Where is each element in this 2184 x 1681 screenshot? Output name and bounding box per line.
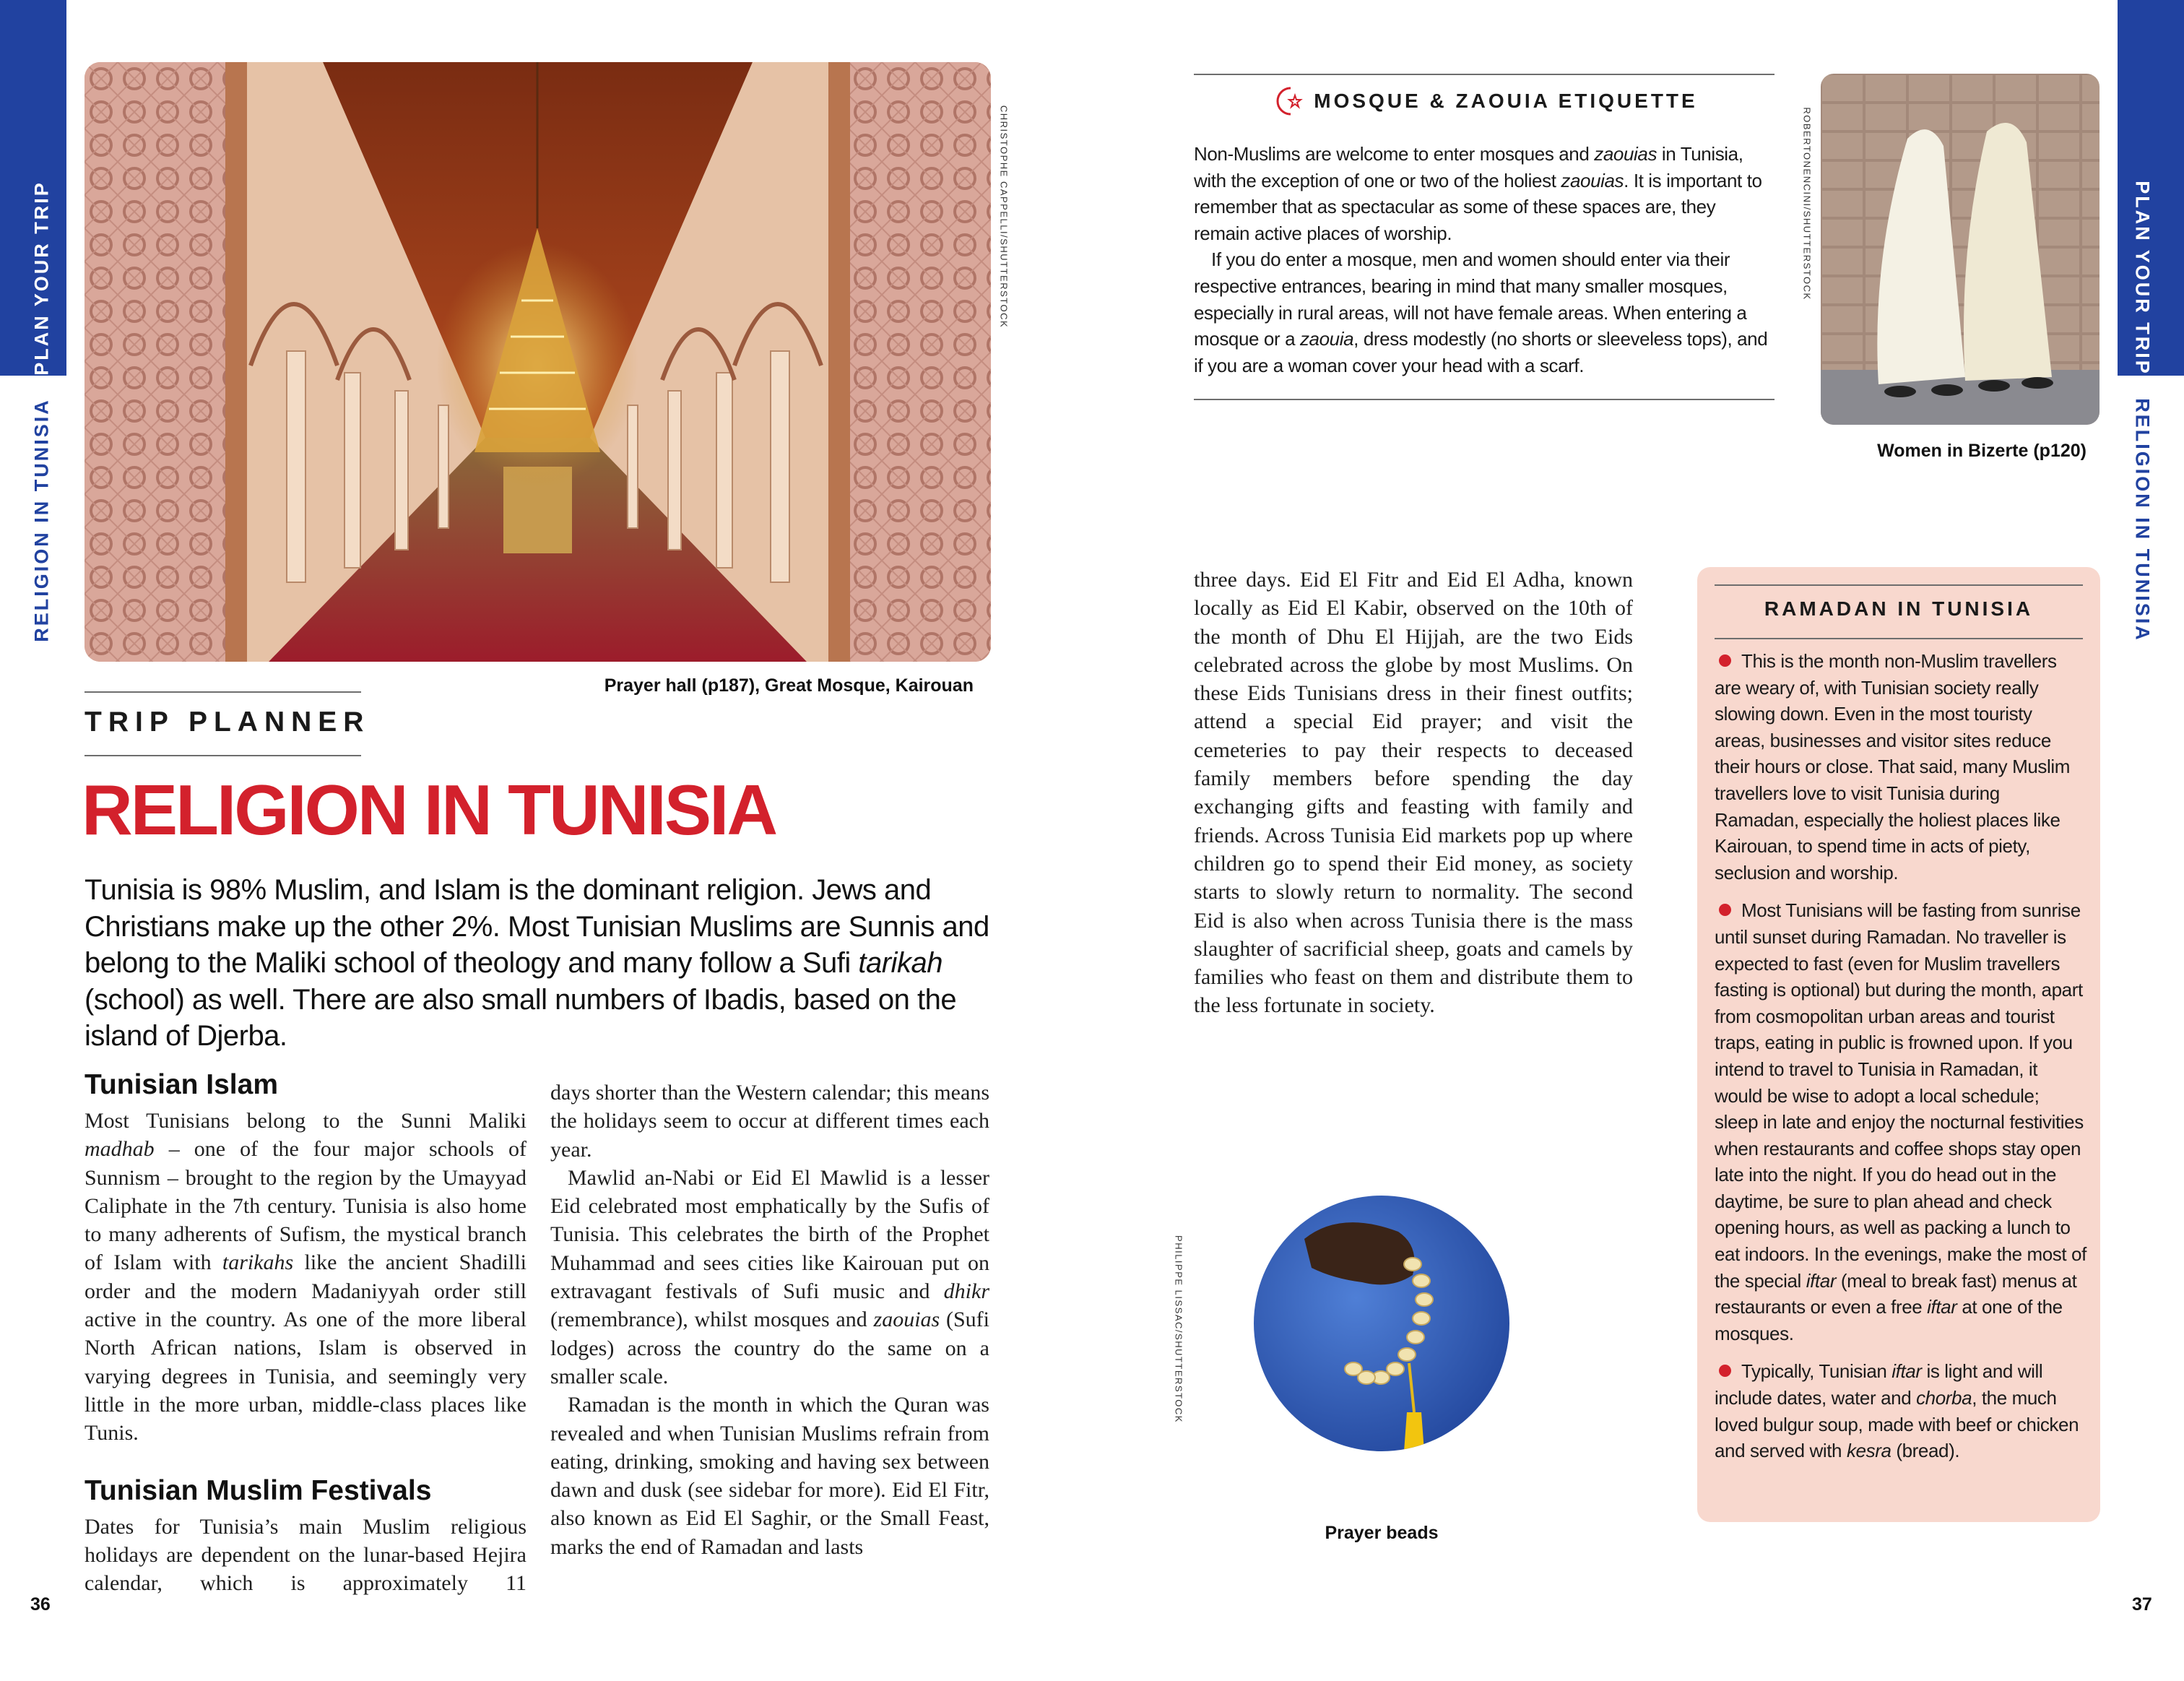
- italic-term: iftar: [1806, 1269, 1837, 1292]
- page-title: RELIGION IN TUNISIA: [82, 770, 776, 850]
- right-main-column: three days. Eid El Fitr and Eid El Adha, known locally as Eid El Kabir, observed on the 10th of the month of Dhu El Hijjah, are the two Eids celebrated across the globe by most Muslims. On these Eids Tunisians dress in their finest outfits; attend a special Eid prayer; and visit the cemeteries to pay their respects to deceased family members before spending the day exchanging gifts and feasting with family and friends. Across Tunisia Eid markets pop up where children go to spend their Eid money, as society starts to slowly return to normality. The second Eid is also when across Tunisia there is the mass slaughter of sacrificial sheep, goats and camels by families who feast on them and distribute them to the less fortunate in society.: [1194, 568, 1633, 1018]
- kicker-label: TRIP PLANNER: [84, 706, 370, 738]
- section-body-tunisian-islam: [84, 1107, 526, 1448]
- text-run: (school) as well. There are also small numbers of Ibadis, based on the island of Djerba.: [84, 983, 957, 1052]
- text-run: Typically, Tunisian: [1741, 1360, 1892, 1383]
- side-tab-left-top-label: PLAN YOUR TRIP: [30, 181, 53, 376]
- italic-term: kesra: [1846, 1440, 1892, 1462]
- paragraph: [550, 1164, 989, 1391]
- ramadan-rule-bottom: [1715, 638, 2083, 639]
- paragraph: [1194, 246, 1772, 379]
- italic-term: zaouia: [1299, 328, 1354, 350]
- prayer-hall-photo-credit: CHRISTOPHE CAPPELLI/SHUTTERSTOCK: [998, 105, 1010, 329]
- text-run: This is the month non-Muslim travellers are weary of, with Tunisian society really slowing down. Even in the most touristy areas, businesses and visitor sites reduce their hours or close. That said, many Muslim travellers love to visit Tunisia during Ramadan, especially the holiest places like Kairouan, to spend time in acts of piety, seclusion and worship.: [1715, 650, 2071, 883]
- text-run: – one of the four major schools of Sunnism – brought to the region by the Umayyad Caliphate in the 7th century. Tunisia is also home to many adherents of Sufism, the mystical branch of Islam with: [84, 1137, 526, 1275]
- text-run: at one of the mosques.: [1715, 1296, 2063, 1344]
- text-run: . It is important to remember that as spectacular as some of these spaces are, they remain active places of worship.: [1194, 169, 1762, 244]
- prayer-hall-photo-caption: Prayer hall (p187), Great Mosque, Kairouan: [604, 675, 974, 696]
- italic-term: zaouias: [1561, 169, 1624, 191]
- left-column-2: [550, 1079, 989, 1561]
- etiquette-title: MOSQUE & ZAOUIA ETIQUETTE: [1314, 90, 1698, 112]
- text-run: days shorter than the Western calendar; this means the holidays seem to occur at different times each year.: [550, 1081, 989, 1162]
- text-run: , the much loved bulgur soup, made with beef or chicken and served with: [1715, 1387, 2079, 1462]
- text-run: Most Tunisians belong to the Sunni Maliki: [84, 1109, 526, 1133]
- italic-term: dhikr: [943, 1279, 989, 1304]
- kicker-rule-bottom: [84, 755, 361, 756]
- paragraph: [1194, 141, 1772, 246]
- side-tab-right-bottom-label: RELIGION IN TUNISIA: [2131, 398, 2154, 642]
- etiquette-header: [1194, 78, 1774, 124]
- left-column-1: [84, 1069, 526, 1597]
- page-number-right: 37: [2132, 1594, 2152, 1615]
- ramadan-title: RAMADAN IN TUNISIA: [1764, 597, 2034, 620]
- text-run: is light and will include dates, water and: [1715, 1360, 2043, 1409]
- kicker-rule-top: [84, 691, 361, 693]
- italic-term: zaouias: [873, 1308, 940, 1332]
- text-run: (Sufi lodges) across the country do the same on a smaller scale.: [550, 1308, 990, 1388]
- section-heading-muslim-festivals: Tunisian Muslim Festivals: [84, 1474, 432, 1506]
- etiquette-rule-bottom: [1194, 399, 1774, 400]
- prayer-beads-photo: [1254, 1196, 1509, 1451]
- women-photo-caption: Women in Bizerte (p120): [1877, 441, 2086, 461]
- paragraph: [550, 1079, 989, 1164]
- etiquette-body: [1194, 141, 1772, 379]
- women-in-bizerte-photo: [1821, 74, 2100, 425]
- text-run: in Tunisia, with the exception of one or two of the holiest: [1194, 143, 1743, 191]
- etiquette-rule-top: [1194, 74, 1774, 75]
- paragraph: [550, 1391, 989, 1561]
- text-run: , dress modestly (no shorts or sleeveless tops), and if you are a woman cover your head with a scarf.: [1194, 328, 1768, 376]
- section-body-muslim-festivals: Dates for Tunisia’s main Muslim religious holidays are dependent on the lunar-based Hejira calendar, which is approximately 11: [84, 1514, 526, 1596]
- intro-paragraph: [84, 872, 994, 1055]
- page-number-left: 36: [30, 1594, 51, 1615]
- side-tab-right-top-label: PLAN YOUR TRIP: [2131, 181, 2154, 376]
- text-run: Ramadan is the month in which the Quran was revealed and when Tunisian Muslims refrain from eating, drinking, smoking and having sex between dawn and dusk (see sidebar for more). Eid El Fitr, also known as Eid El Saghir, or the Small Feast, marks the end of Ramadan and lasts: [550, 1393, 989, 1559]
- text-run: If you do enter a mosque, men and women should enter via their respective entrances, bearing in mind that many smaller mosques, especially in rural areas, will not have female areas. When entering a mosque or a: [1194, 249, 1747, 350]
- beads-photo-credit: PHILIPPE LISSAC/SHUTTERSTOCK: [1173, 1235, 1184, 1423]
- bullet-item: [1715, 648, 2087, 886]
- bullet-item: [1715, 1358, 2087, 1464]
- section-heading-tunisian-islam: Tunisian Islam: [84, 1069, 279, 1100]
- italic-term: chorba: [1916, 1387, 1972, 1409]
- ramadan-bullets: [1715, 648, 2087, 1476]
- text-run: Non-Muslims are welcome to enter mosques and: [1194, 143, 1595, 165]
- ramadan-rule-top: [1715, 584, 2083, 586]
- prayer-hall-photo: [84, 62, 991, 662]
- text-run: like the ancient Shadilli order and the modern Madaniyyah order still active in the country. As one of the more liberal North African nations, Islam is observed in varying degrees in Tunisia, and seemingly very little in the more urban, middle-class places like Tunis.: [84, 1250, 526, 1446]
- italic-term: iftar: [1927, 1296, 1957, 1318]
- women-photo-credit: ROBERTONENCINI/SHUTTERSTOCK: [1801, 107, 1813, 301]
- ramadan-sidebar: [1697, 567, 2100, 1522]
- italic-term: zaouias: [1594, 143, 1658, 165]
- side-tab-left-bottom-label: RELIGION IN TUNISIA: [30, 398, 53, 642]
- italic-term: madhab: [84, 1137, 155, 1162]
- bullet-item: [1715, 897, 2087, 1347]
- beads-photo-caption: Prayer beads: [1325, 1523, 1439, 1543]
- text-run: (bread).: [1891, 1440, 1960, 1462]
- text-run: Tunisia is 98% Muslim, and Islam is the dominant religion. Jews and Christians make up the other 2%. Most Tunisian Muslims are Sunnis and belong to the Maliki school of theology and many follow a Sufi: [84, 874, 989, 979]
- text-run: (meal to break fast) menus at restaurants or even a free: [1715, 1269, 2077, 1318]
- text-run: Most Tunisians will be fasting from sunrise until sunset during Ramadan. No traveller is expected to fast (even for Muslim travellers fasting is optional) but during the month, apart from cosmopolitan urban areas and tourist traps, eating in public is frowned upon. If you intend to travel to Tunisia in Ramadan, it would be wise to adopt a local schedule; sleep in late and enjoy the nocturnal festivities when restaurants and coffee shops stay open late into the night. If you do head out in the daytime, be sure to plan ahead and check opening hours, as well as packing a lunch to eat indoors. In the evenings, make the most of the special: [1715, 899, 2086, 1292]
- italic-term: iftar: [1892, 1360, 1922, 1383]
- italic-term: tarikah: [858, 947, 942, 979]
- text-run: Mawlid an-Nabi or Eid El Mawlid is a lesser Eid celebrated most emphatically by the Sufis of Tunisia. This celebrates the birth of the Prophet Muhammad and sees cities like Kairouan put on extravagant festivals of Sufi music and: [550, 1165, 989, 1304]
- italic-term: tarikahs: [222, 1250, 294, 1275]
- crescent-star-icon: [1270, 84, 1305, 118]
- text-run: (remembrance), whilst mosques and: [550, 1308, 874, 1332]
